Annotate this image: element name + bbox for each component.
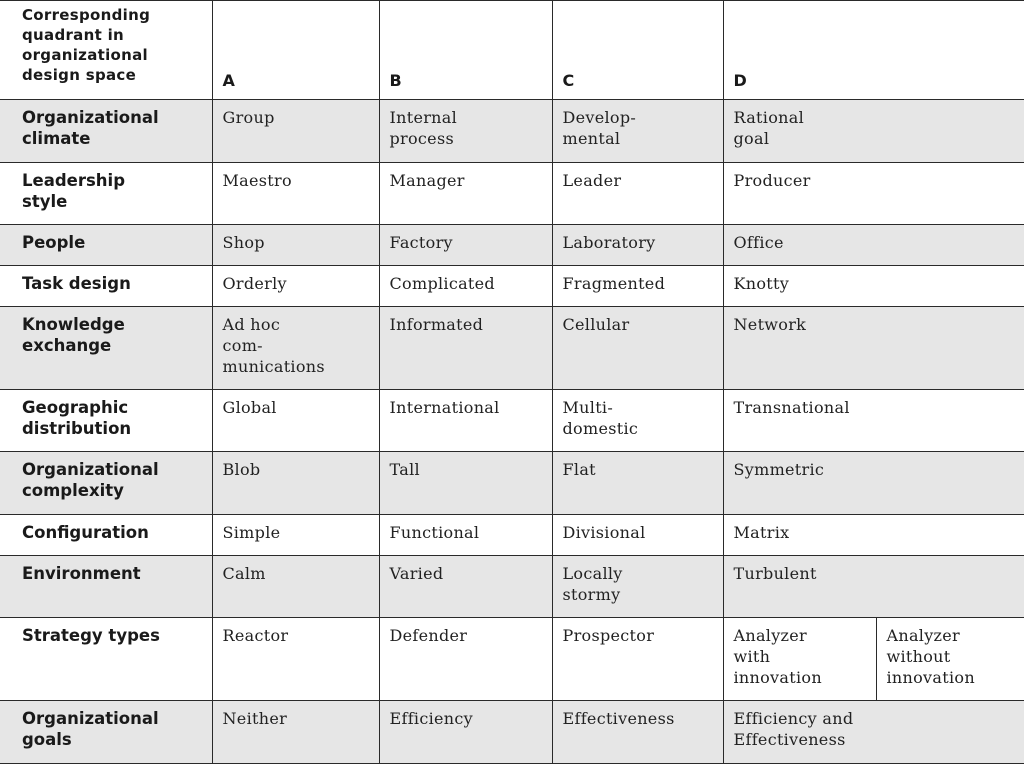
- cell-a: Global: [212, 390, 379, 452]
- cell-b: International: [379, 390, 552, 452]
- row-label: Leadership style: [0, 163, 212, 225]
- row-leadership-style: [0, 163, 1024, 225]
- cell-a: Ad hoc com- munications: [212, 307, 379, 390]
- cell-b: Internal process: [379, 100, 552, 163]
- cell-c: Laboratory: [552, 225, 723, 266]
- row-geographic-distribution: [0, 390, 1024, 452]
- cell-d: Office: [723, 225, 1024, 266]
- cell-c: Fragmented: [552, 266, 723, 307]
- cell-c: Effectiveness: [552, 701, 723, 764]
- cell-d: Network: [723, 307, 1024, 390]
- cell-a: Orderly: [212, 266, 379, 307]
- row-label: Strategy types: [0, 618, 212, 701]
- cell-c: Divisional: [552, 515, 723, 556]
- cell-b: Functional: [379, 515, 552, 556]
- cell-a: Calm: [212, 556, 379, 618]
- row-organizational-climate: [0, 100, 1024, 163]
- cell-d: Efficiency and Effectiveness: [723, 701, 1024, 764]
- cell-b: Informated: [379, 307, 552, 390]
- row-label: Organizational goals: [0, 701, 212, 764]
- cell-a: Neither: [212, 701, 379, 764]
- cell-d: Producer: [723, 163, 1024, 225]
- row-label: Organizational complexity: [0, 452, 212, 515]
- cell-a: Maestro: [212, 163, 379, 225]
- cell-b: Factory: [379, 225, 552, 266]
- cell-c: Flat: [552, 452, 723, 515]
- column-header-c: C: [552, 1, 723, 100]
- cell-a: Reactor: [212, 618, 379, 701]
- cell-c: Leader: [552, 163, 723, 225]
- cell-c: Locally stormy: [552, 556, 723, 618]
- cell-c: Prospector: [552, 618, 723, 701]
- cell-b: Defender: [379, 618, 552, 701]
- cell-b: Complicated: [379, 266, 552, 307]
- row-organizational-complexity: [0, 452, 1024, 515]
- row-label: Geographic distribution: [0, 390, 212, 452]
- cell-b: Tall: [379, 452, 552, 515]
- cell-a: Shop: [212, 225, 379, 266]
- column-header-d: D: [723, 1, 1024, 100]
- column-header-a: A: [212, 1, 379, 100]
- row-strategy-types: [0, 618, 1024, 701]
- cell-d-without-innovation: Analyzer without innovation: [876, 618, 1024, 701]
- row-label: Organizational climate: [0, 100, 212, 163]
- row-knowledge-exchange: [0, 307, 1024, 390]
- cell-d: Symmetric: [723, 452, 1024, 515]
- row-label: Knowledge exchange: [0, 307, 212, 390]
- cell-a: Blob: [212, 452, 379, 515]
- cell-d-with-innovation: Analyzer with innovation: [723, 618, 876, 701]
- cell-a: Simple: [212, 515, 379, 556]
- row-label: Environment: [0, 556, 212, 618]
- cell-d: Turbulent: [723, 556, 1024, 618]
- row-organizational-goals: [0, 701, 1024, 764]
- cell-d: Transnational: [723, 390, 1024, 452]
- column-header-b: B: [379, 1, 552, 100]
- cell-b: Efficiency: [379, 701, 552, 764]
- cell-d: Matrix: [723, 515, 1024, 556]
- row-people: [0, 225, 1024, 266]
- cell-d: Rational goal: [723, 100, 1024, 163]
- cell-c: Develop- mental: [552, 100, 723, 163]
- cell-a: Group: [212, 100, 379, 163]
- header-row: [0, 1, 1024, 100]
- cell-d: Knotty: [723, 266, 1024, 307]
- row-configuration: [0, 515, 1024, 556]
- row-label: People: [0, 225, 212, 266]
- row-environment: [0, 556, 1024, 618]
- cell-c: Multi- domestic: [552, 390, 723, 452]
- cell-b: Manager: [379, 163, 552, 225]
- cell-c: Cellular: [552, 307, 723, 390]
- row-label: Configuration: [0, 515, 212, 556]
- row-label: Task design: [0, 266, 212, 307]
- cell-b: Varied: [379, 556, 552, 618]
- row-task-design: [0, 266, 1024, 307]
- corner-header: Corresponding quadrant in organizational design space: [0, 1, 212, 100]
